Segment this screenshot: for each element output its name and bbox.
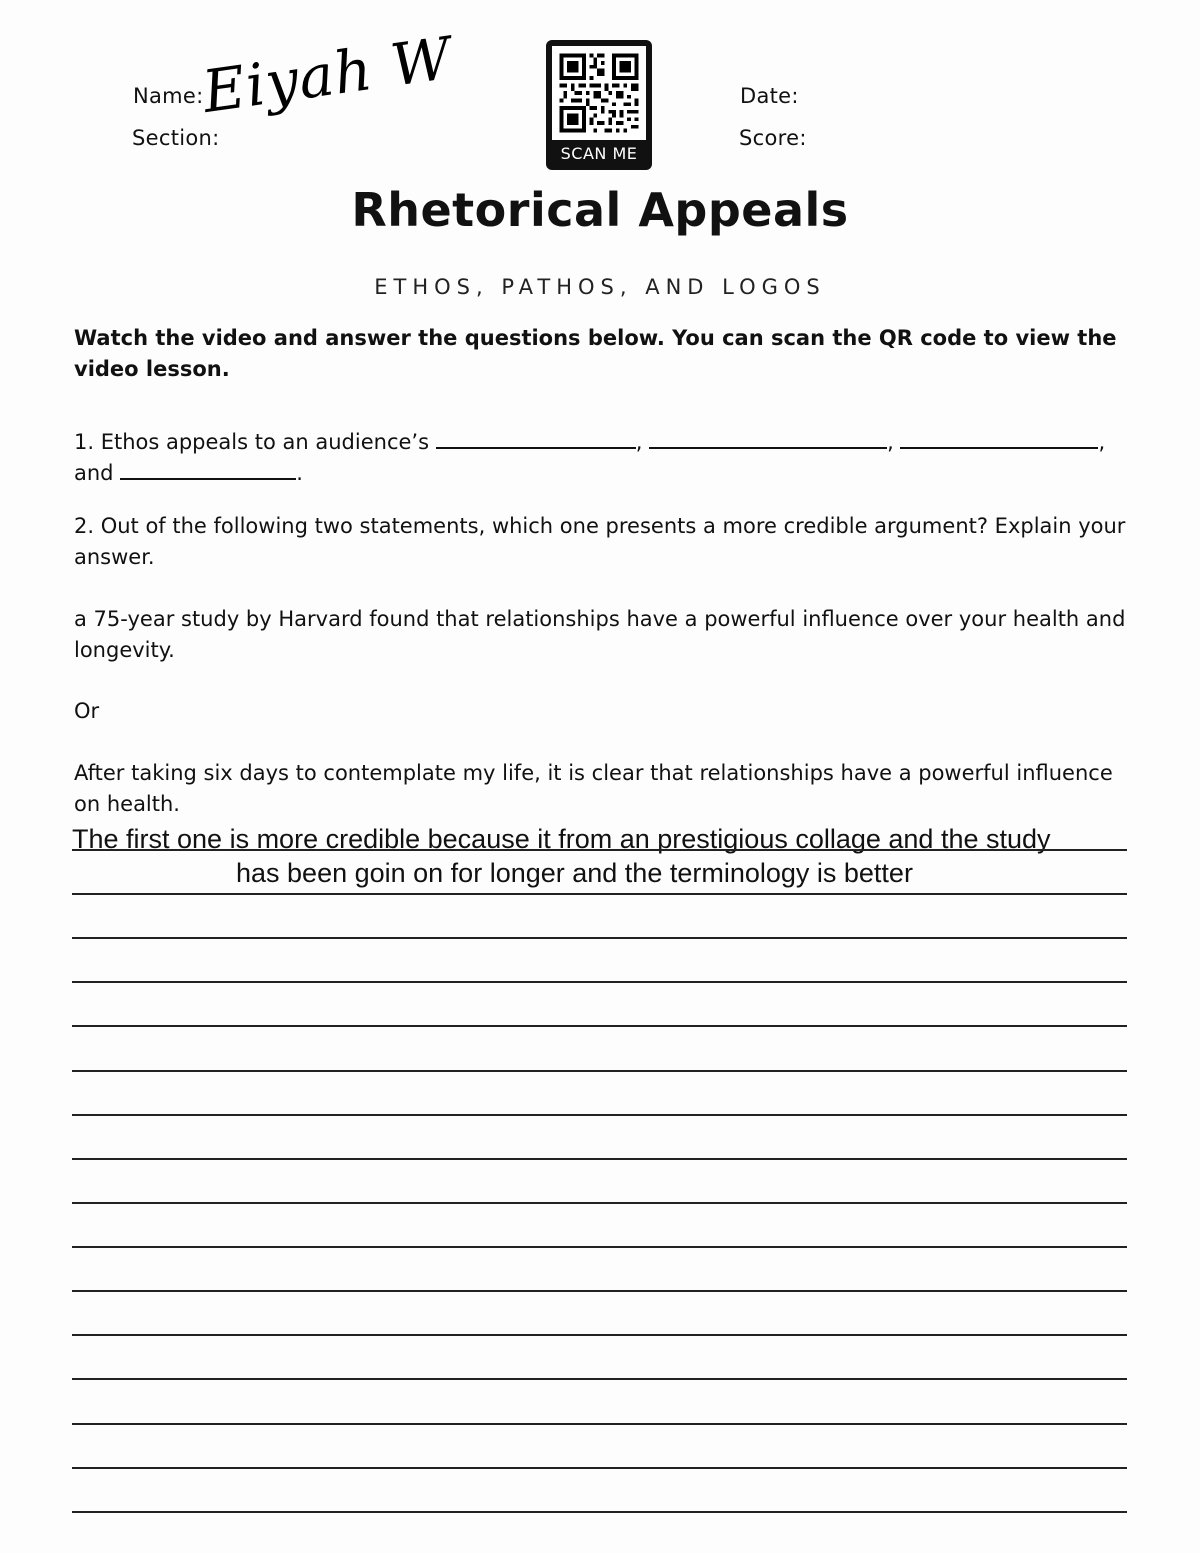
answer-line-2[interactable]: has been goin on for longer and the terminology is better (236, 858, 913, 888)
blank-4[interactable] (120, 464, 296, 480)
answer-line-rule (72, 1246, 1127, 1248)
blank-2[interactable] (649, 433, 887, 449)
answer-line-rule (72, 1202, 1127, 1204)
question-1-and: and (74, 461, 114, 485)
answer-line-rule (72, 1511, 1127, 1513)
handwritten-name: Eiyah W (198, 23, 457, 126)
or-text: Or (74, 699, 100, 723)
answer-line-rule (72, 1378, 1127, 1380)
statement-b: After taking six days to contemplate my life, it is clear that relationships have a powerful influence on health. (74, 761, 1113, 816)
answer-line-rule (72, 1467, 1127, 1469)
section-label: Section: (132, 126, 220, 150)
question-1 (74, 427, 1134, 489)
date-label: Date: (740, 84, 799, 108)
answer-line-rule (72, 1025, 1127, 1027)
name-label: Name: (133, 84, 204, 108)
answer-line-rule (72, 1290, 1127, 1292)
qr-code[interactable] (546, 40, 652, 170)
statement-a: a 75-year study by Harvard found that relationships have a powerful influence over your health and longevity. (74, 607, 1126, 662)
qr-code-icon (552, 46, 646, 140)
qr-caption: SCAN ME (560, 144, 638, 163)
sep-3: , (1098, 430, 1106, 454)
answer-line-rule (72, 1114, 1127, 1116)
question-1-prefix: 1. Ethos appeals to an audience’s (74, 430, 430, 454)
sep-2: , (887, 430, 894, 454)
question-2: 2. Out of the following two statements, which one presents a more credible argument? Explain your answer. (74, 514, 1126, 569)
blank-3[interactable] (900, 433, 1098, 449)
instructions: Watch the video and answer the questions below. You can scan the QR code to view the video lesson. (74, 326, 1117, 381)
page-subtitle: ETHOS, PATHOS, AND LOGOS (374, 275, 826, 299)
answer-line-rule (72, 1423, 1127, 1425)
question-1-end: . (296, 461, 303, 485)
blank-1[interactable] (436, 433, 636, 449)
score-label: Score: (739, 126, 807, 150)
page-title: Rhetorical Appeals (351, 183, 849, 237)
answer-line-rule (72, 849, 1127, 851)
answer-line-1[interactable]: The first one is more credible because it from an prestigious collage and the study (72, 824, 1051, 854)
answer-line-rule (72, 893, 1127, 895)
sep-1: , (635, 430, 643, 454)
answer-line-rule (72, 1158, 1127, 1160)
answer-line-rule (72, 1334, 1127, 1336)
answer-line-rule (72, 1070, 1127, 1072)
answer-line-rule (72, 937, 1127, 939)
answer-line-rule (72, 981, 1127, 983)
